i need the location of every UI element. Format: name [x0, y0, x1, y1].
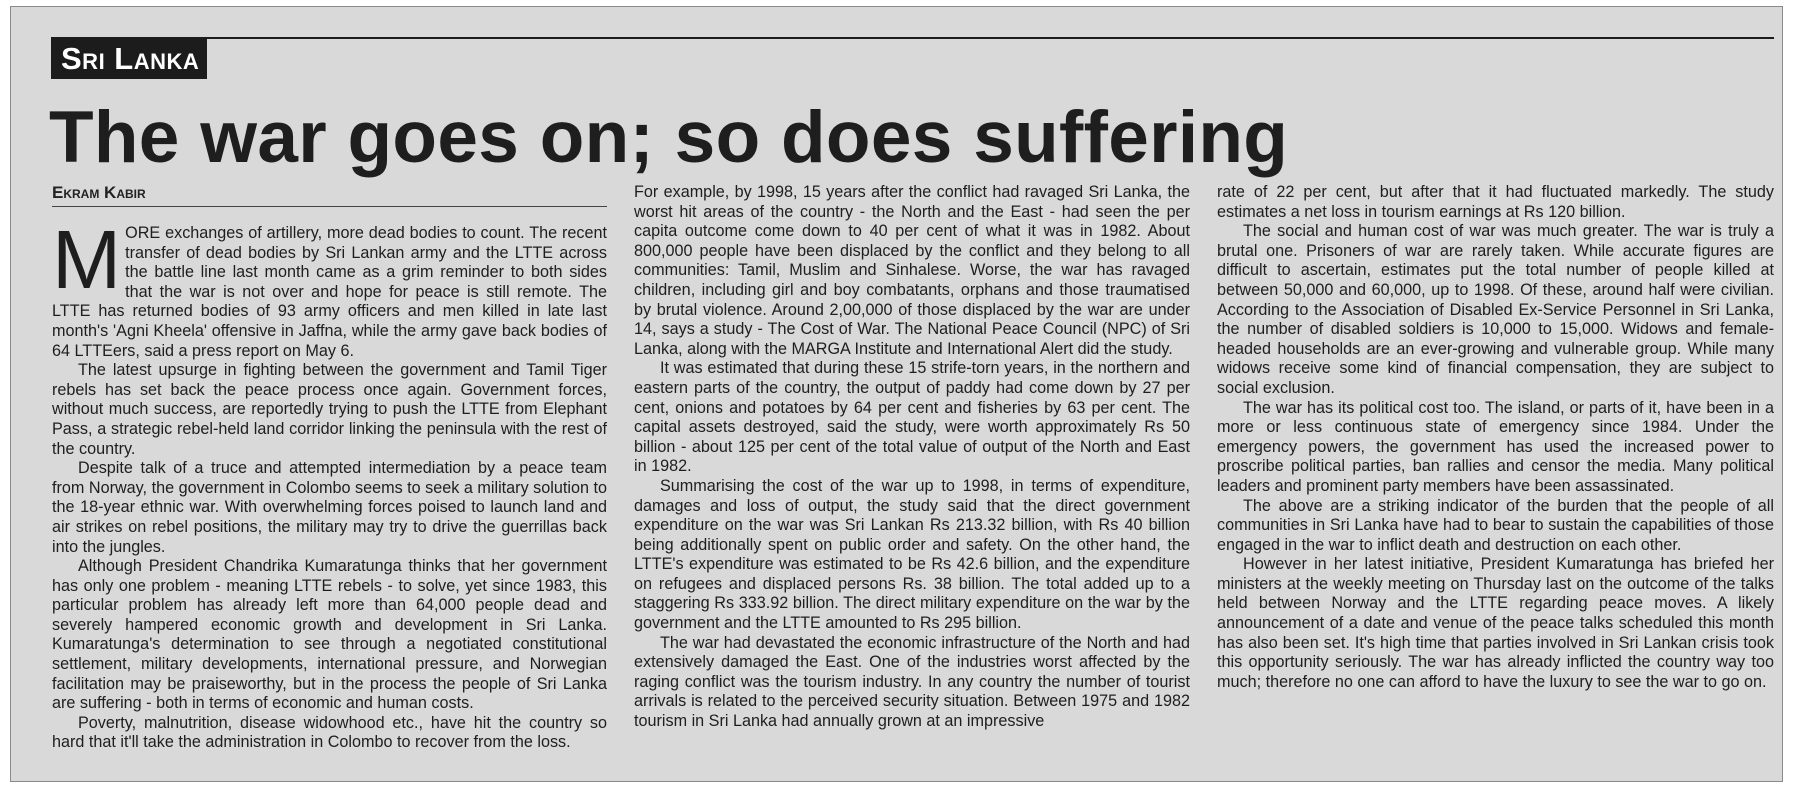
article-paragraph: The war had devastated the economic infrastructure of the North and had extensively damaged the East. One of the industries worst affected by the raging conflict was the tourism industry. In any country the number of tourist arrivals is related to the perceived security situation. Between 1975 and 1982 tourism in Sri Lanka had annually grown at an impressive: [634, 633, 1190, 731]
article-column-1: [52, 213, 607, 753]
byline: Ekram Kabir: [52, 183, 607, 207]
article-column-2: [634, 183, 1190, 732]
section-label: Sri Lanka: [51, 39, 207, 79]
article-paragraph: The social and human cost of war was much greater. The war is truly a brutal one. Prisoners of war are rarely taken. While accurate figures are difficult to ascertain, estimates put the total number of people killed at between 50,000 and 60,000, up to 1998. Of these, around half were civilian. According to the Association of Disabled Ex-Service Personnel in Sri Lanka, the number of disabled soldiers is 10,000 to 15,000. Widows and female-headed households are an ever-growing and vulnerable group. While many widows receive some kind of financial compensation, they are subject to social exclusion.: [1217, 222, 1774, 397]
article-paragraph: For example, by 1998, 15 years after the conflict had ravaged Sri Lanka, the worst hit areas of the country - the North and the East - had seen the per capita outcome come down to 40 per cent of what it was in 1982. About 800,000 people have been displaced by the conflict and they belong to all communities: Tamil, Muslim and Sinhalese. Worse, the war has ravaged children, including girl and boy combatants, orphans and those traumatised by brutal violence. Around 2,00,000 of those displaced by the war are under 14, says a study - The Cost of War. The National Peace Council (NPC) of Sri Lanka, along with the MARGA Institute and International Alert did the study.: [634, 183, 1190, 358]
article-paragraph: The latest upsurge in fighting between the government and Tamil Tiger rebels has set back the peace process once again. Government forces, without much success, are reportedly trying to push the LTTE from Elephant Pass, a strategic rebel-held land corridor linking the peninsula with the rest of the country.: [52, 361, 607, 458]
top-rule: [51, 37, 1774, 39]
article-paragraph: Although President Chandrika Kumaratunga thinks that her government has only one problem - meaning LTTE rebels - to solve, yet since 1983, this particular problem has already left more than 64,000 people dead and severely hampered economic growth and development in Sri Lanka. Kumaratunga's determination to see through a negotiated constitutional settlement, military developments, international pressure, and Norwegian facilitation may be praiseworthy, but in the process the people of Sri Lanka are suffering - both in terms of economic and human costs.: [52, 557, 607, 713]
article-paragraph: Despite talk of a truce and attempted intermediation by a peace team from Norway, the government in Colombo seems to seek a military solution to the 18-year ethnic war. With overwhelming forces poised to launch land and air strikes on rebel positions, the military may try to drive the guerrillas back into the jungles.: [52, 459, 607, 556]
article-paragraph: The above are a striking indicator of the burden that the people of all communities in Sri Lanka have had to bear to sustain the capabilities of those engaged in the war to inflict death and destruction on each other.: [1217, 496, 1774, 554]
article-paragraph: Poverty, malnutrition, disease widowhood etc., have hit the country so hard that it'll take the administration in Colombo to recover from the loss.: [52, 713, 607, 752]
article-paragraph: rate of 22 per cent, but after that it had fluctuated markedly. The study estimates a net loss in tourism earnings at Rs 120 billion.: [1217, 183, 1774, 221]
article-paragraph: MORE exchanges of artillery, more dead bodies to count. The recent transfer of dead bodies by Sri Lankan army and the LTTE across the battle line last month came as a grim reminder to both sides that the war is not over and hope for peace is still remote. The LTTE has returned bodies of 93 army officers and men killed in late last month's 'Agni Kheela' offensive in Jaffna, while the army gave back bodies of 64 LTTEers, said a press report on May 6.: [52, 213, 607, 360]
article-column-3: [1217, 183, 1774, 692]
article-paragraph: It was estimated that during these 15 strife-torn years, in the northern and eastern parts of the country, the output of paddy had come down by 27 per cent, onions and potatoes by 64 per cent and fisheries by 63 per cent. The capital assets destroyed, said the study, were worth approximately Rs 50 billion - about 125 per cent of the total value of output of the North and East in 1982.: [634, 359, 1190, 476]
article-paragraph: Summarising the cost of the war up to 1998, in terms of expenditure, damages and loss of output, the study said that the direct government expenditure on the war was Sri Lankan Rs 213.32 billion, with Rs 40 billion being additionally spent on public order and safety. On the other hand, the LTTE's expenditure was estimated to be Rs 42.6 billion, and the expenditure on refugees and displaced persons Rs. 38 billion. The total added up to a staggering Rs 333.92 billion. The direct military expenditure on the war by the government and the LTTE amounted to Rs 295 billion.: [634, 476, 1190, 633]
drop-cap: M: [52, 213, 122, 306]
headline: The war goes on; so does suffering: [49, 97, 1289, 178]
article-paragraph: However in her latest initiative, President Kumaratunga has briefed her ministers at the weekly meeting on Thursday last on the outcome of the talks held between Norway and the LTTE regarding peace moves. A likely announcement of a date and venue of the peace talks scheduled this month has also been set. It's high time that parties involved in Sri Lankan crisis took this opportunity seriously. The war has already inflicted the country way too much; therefore no one can afford to have the luxury to see the war to go on.: [1217, 555, 1774, 691]
newspaper-clipping: [10, 6, 1783, 782]
article-paragraph: The war has its political cost too. The island, or parts of it, have been in a more or less continuous state of emergency since 1984. Under the emergency powers, the government has used the increased power to proscribe political parties, ban rallies and censor the media. Many political leaders and prominent party members have been assassinated.: [1217, 398, 1774, 495]
